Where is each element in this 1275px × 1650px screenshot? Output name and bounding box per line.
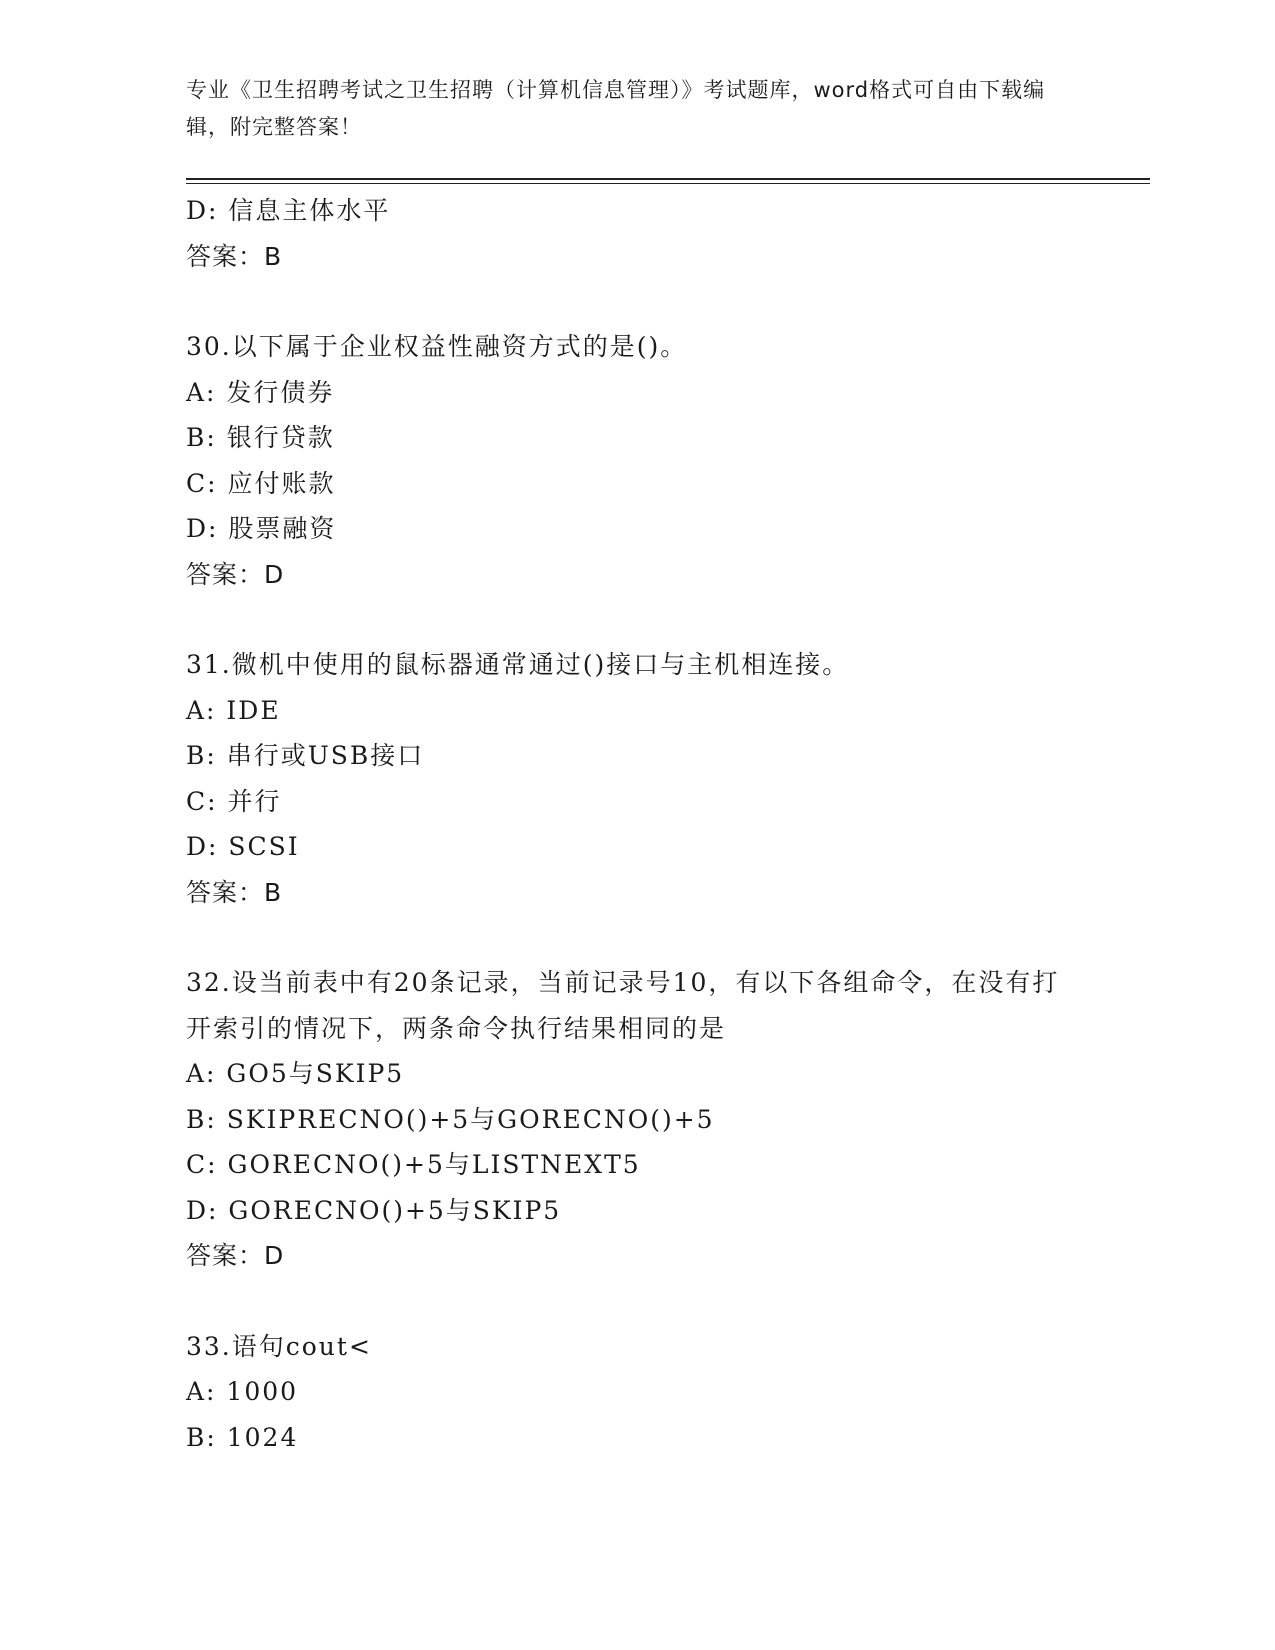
option-d: D: 股票融资: [186, 514, 337, 543]
document-header: [186, 72, 1066, 146]
header-text: 专业《卫生招聘考试之卫生招聘（计算机信息管理）》考试题库，word格式可自由下载编辑，附完整答案！: [186, 78, 1046, 139]
question-33: [186, 1324, 1086, 1461]
option-a: A: 1000: [186, 1377, 299, 1406]
answer-line: 答案：B: [186, 877, 283, 907]
answer-line: 答案：B: [186, 241, 283, 271]
option-a: A: 发行债券: [186, 377, 335, 407]
option-b: B: SKIPRECNO()+5与GORECNO()+5: [186, 1104, 715, 1134]
option-c: C: GORECNO()+5与LISTNEXT5: [186, 1150, 641, 1179]
option-c: C: 应付账款: [186, 468, 336, 498]
answer-line: 答案：D: [186, 1241, 285, 1270]
option-d: D: GORECNO()+5与SKIP5: [186, 1195, 562, 1225]
question-text: 30.以下属于企业权益性融资方式的是()。: [186, 332, 688, 361]
question-30: [186, 324, 1086, 597]
option-b: B: 串行或USB接口: [186, 741, 425, 770]
question-text: 31.微机中使用的鼠标器通常通过()接口与主机相连接。: [186, 650, 850, 679]
question-31: [186, 642, 1086, 915]
answer-line: 答案：D: [186, 559, 285, 589]
option-d: D: SCSI: [186, 832, 300, 861]
question-text: 33.语句cout<: [186, 1331, 372, 1361]
option-b: B: 银行贷款: [186, 423, 335, 452]
question-list: [186, 188, 1086, 1460]
option-d: D: 信息主体水平: [186, 196, 391, 225]
option-b: B: 1024: [186, 1422, 299, 1452]
header-divider-thick: [186, 178, 1150, 180]
continued-question: [186, 188, 1086, 279]
question-text: 32.设当前表中有20条记录，当前记录号10，有以下各组命令，在没有打开索引的情况下，两条命令执行结果相同的是: [186, 968, 1060, 1043]
question-32: [186, 960, 1086, 1279]
option-c: C: 并行: [186, 786, 282, 816]
header-divider-thin: [186, 183, 1150, 184]
option-a: A: GO5与SKIP5: [186, 1059, 405, 1088]
option-a: A: IDE: [186, 695, 281, 725]
